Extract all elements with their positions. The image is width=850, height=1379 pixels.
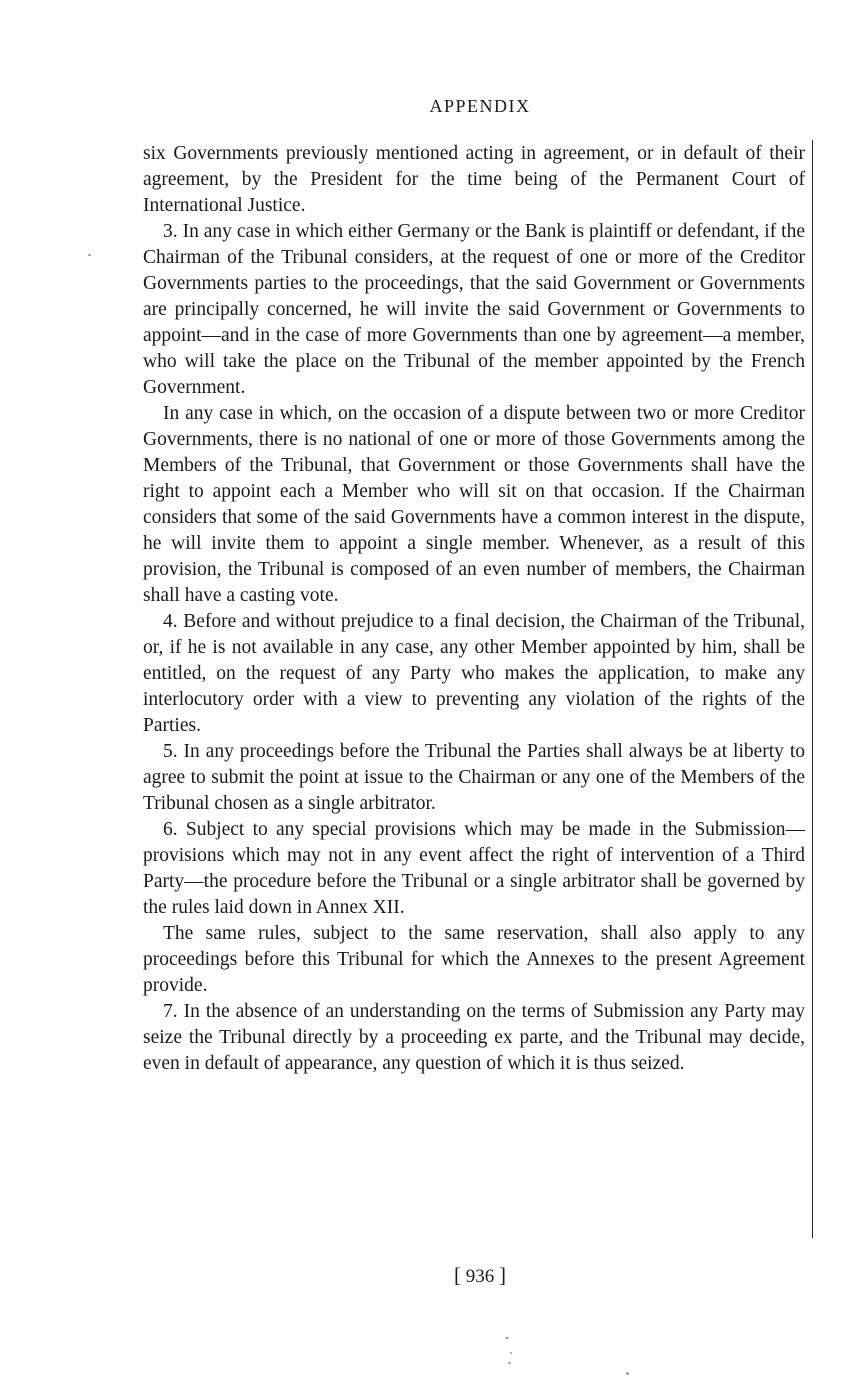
paragraph-continuation: six Governments previously mentioned acting in agreement, or in default of their agreement, by the President for the time being of the Permanent Court of International Justice. (143, 143, 805, 216)
paragraph-section-6-continued: The same rules, subject to the same reservation, shall also apply to any proceedings before this Tribunal for which the Annexes to the present Agreement provide. (143, 923, 805, 996)
scan-speck (508, 1362, 511, 1364)
paragraph-section-4: 4. Before and without prejudice to a final decision, the Chairman of the Tribunal, or, if he is not available in any case, any other Member appointed by him, shall be entitled, on the request of any Party who makes the application, to make any interlocutory order with a view to preventing any violation of the rights of the Parties. (143, 611, 805, 736)
paragraph-section-5: 5. In any proceedings before the Tribunal the Parties shall always be at liberty to agree to submit the point at issue to the Chairman or any one of the Members of the Tribunal chosen as a single arbitrator. (143, 741, 805, 814)
folio-number: 936 (465, 1266, 495, 1287)
folio-bracket-open: [ (454, 1263, 461, 1287)
scan-speck (505, 1337, 509, 1339)
folio-bracket-close: ] (499, 1263, 506, 1287)
scan-speck (626, 1372, 629, 1375)
scan-speck (510, 1352, 512, 1354)
scan-speck (88, 254, 91, 256)
paragraph-section-7: 7. In the absence of an understanding on the terms of Submission any Party may seize the Tribunal directly by a proceeding ex parte, and the Tribunal may decide, even in default of appearance, any question of which it is thus seized. (143, 1001, 805, 1074)
margin-rule (812, 140, 813, 1238)
body-text (143, 141, 805, 1077)
running-header: APPENDIX (429, 96, 531, 116)
page-number (0, 1263, 850, 1288)
paragraph-section-3: 3. In any case in which either Germany or the Bank is plaintiff or defendant, if the Chairman of the Tribunal considers, at the request of one or more of the Creditor Governments parties to the proceedings, that the said Government or Governments are principally concerned, he will invite the said Government or Governments to appoint—and in the case of more Governments than one by agreement—a member, who will take the place on the Tribunal of the member appointed by the French Government. (143, 221, 805, 398)
paragraph-section-3-continued: In any case in which, on the occasion of a dispute between two or more Creditor Governments, there is no national of one or more of those Governments among the Members of the Tribunal, that Government or those Governments shall have the right to appoint each a Member who will sit on that occasion. If the Chairman considers that some of the said Governments have a common interest in the dispute, he will invite them to appoint a single member. Whenever, as a result of this provision, the Tribunal is composed of an even number of members, the Chairman shall have a casting vote. (143, 403, 805, 606)
paragraph-section-6: 6. Subject to any special provisions which may be made in the Submission—provisions which may not in any event affect the right of intervention of a Third Party—the procedure before the Tribunal or a single arbitrator shall be governed by the rules laid down in Annex XII. (143, 819, 805, 918)
